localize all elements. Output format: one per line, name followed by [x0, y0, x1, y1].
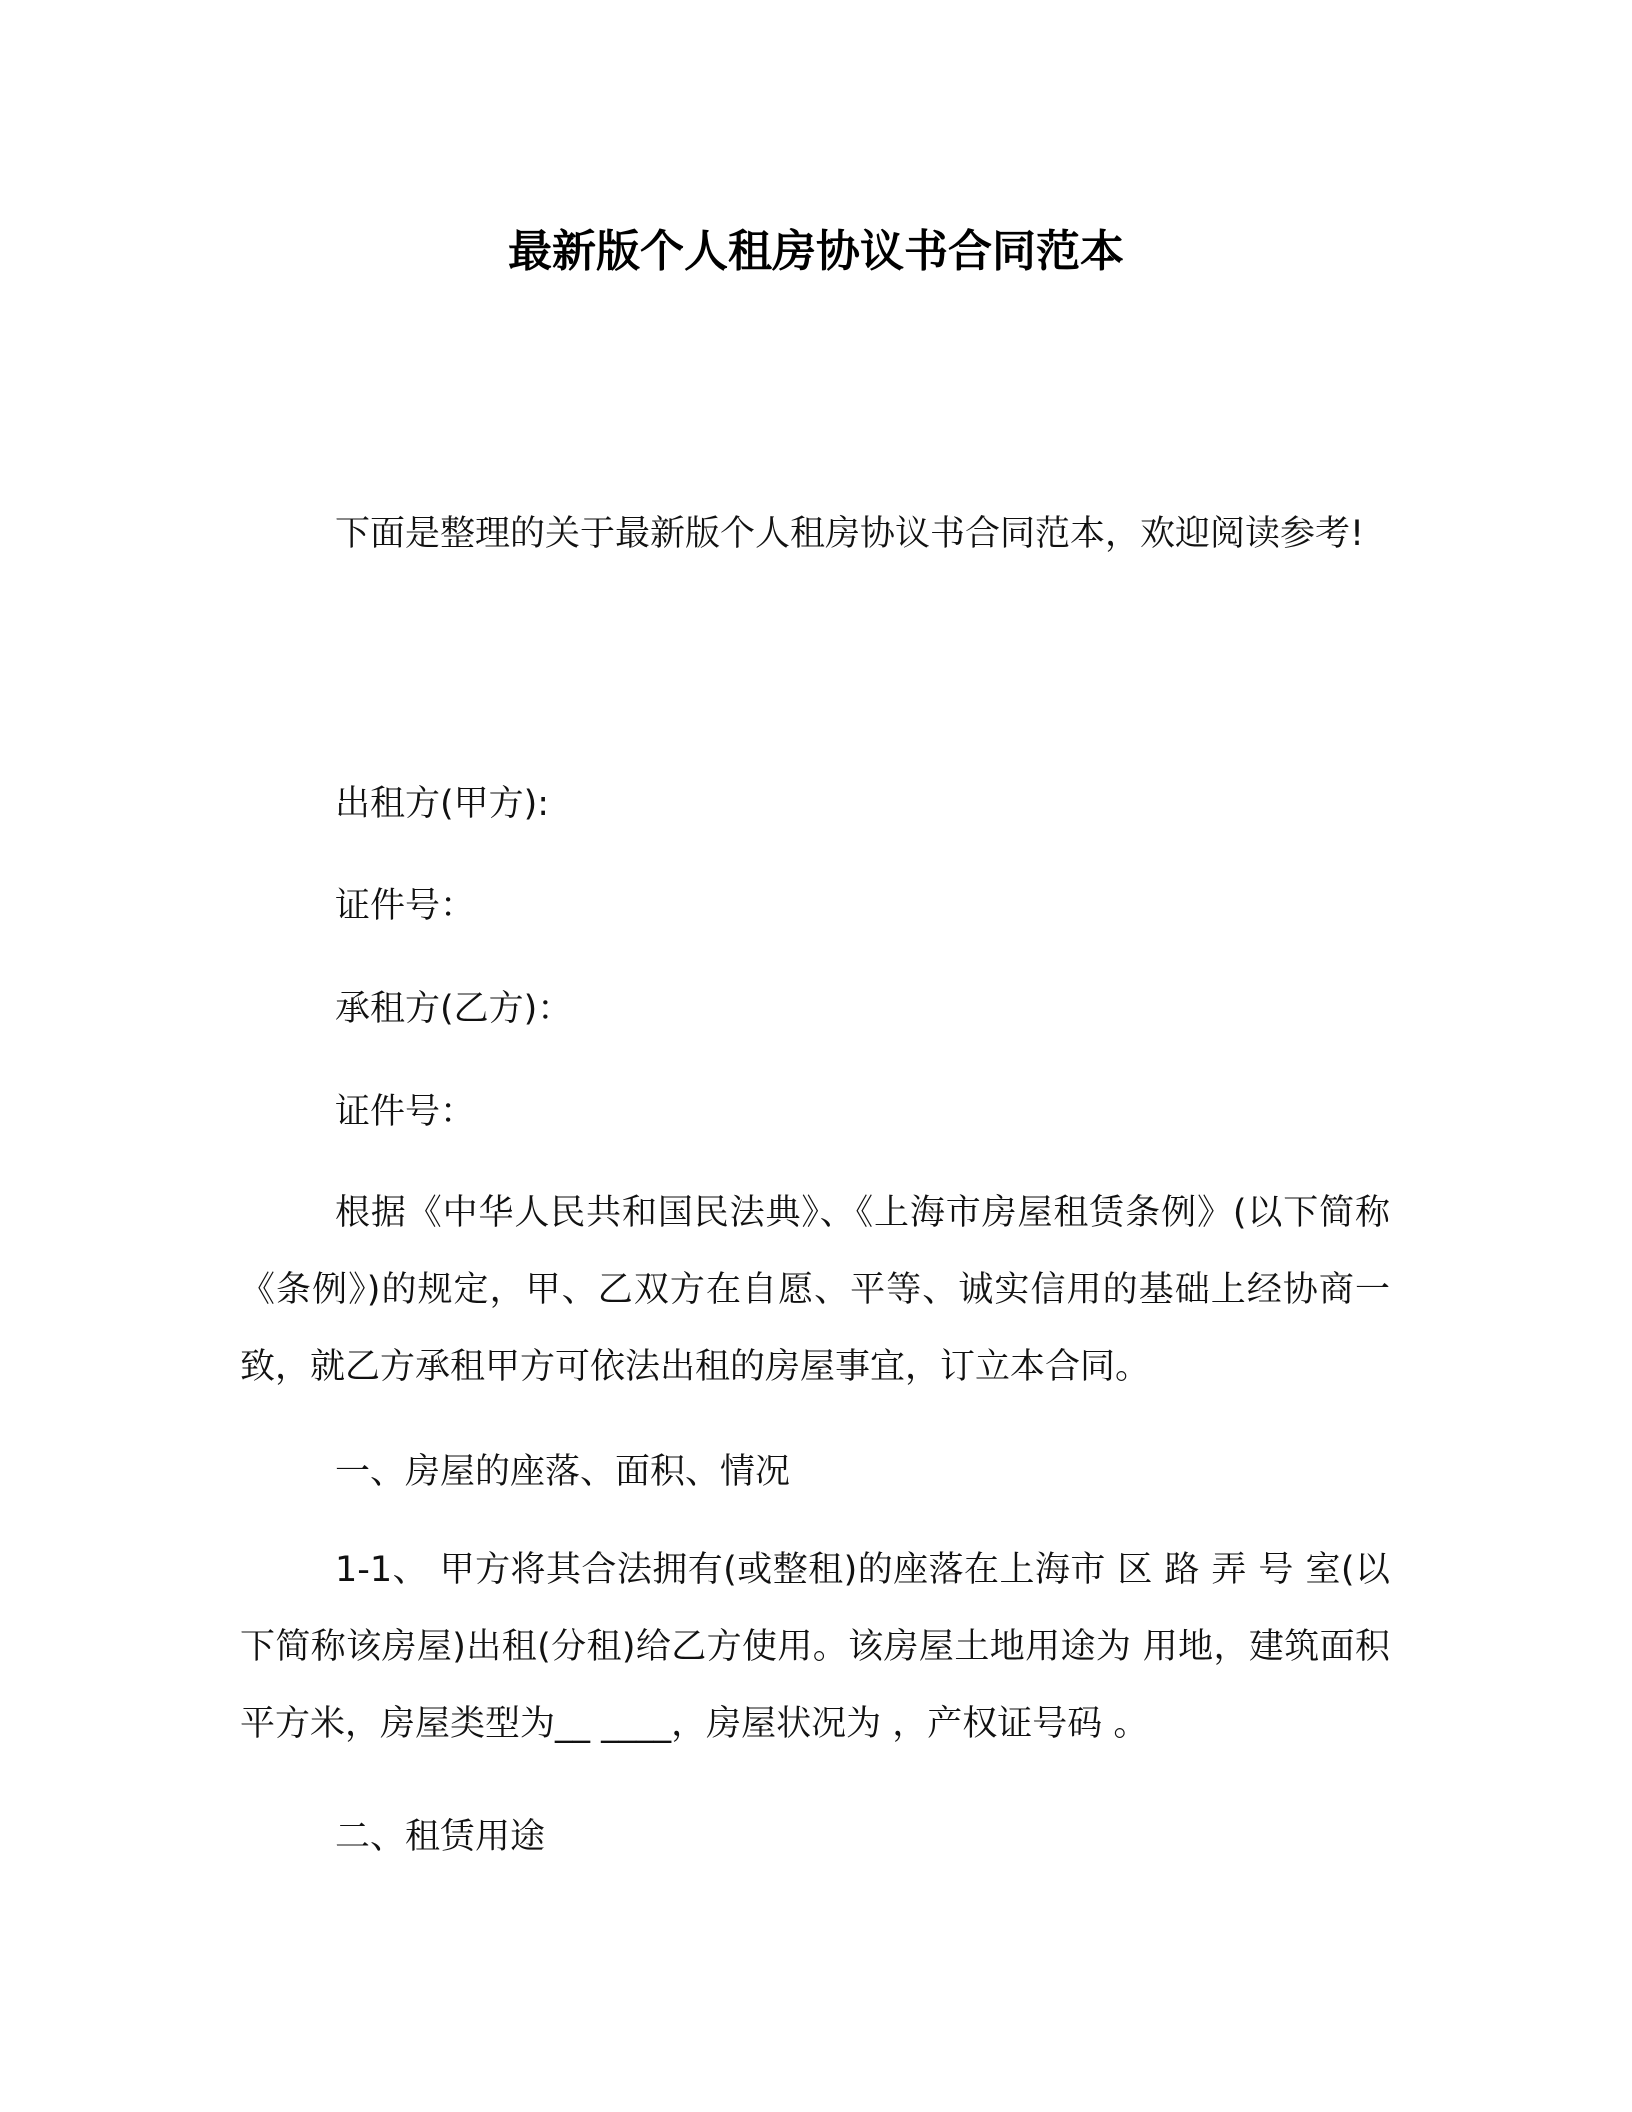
- section-2-heading: 二、租赁用途: [335, 1817, 546, 1857]
- lessee-label: 承租方(乙方)：: [335, 989, 573, 1029]
- lessor-label: 出租方(甲方):: [335, 784, 550, 824]
- basis-paragraph: 根据《中华人民共和国民法典》、《上海市房屋租赁条例》(以下简称《条例》)的规定，甲、乙双方在自愿、平等、诚实信用的基础上经协商一致，就乙方承租甲方可依法出租的房屋事宜，订立本合同。: [240, 1193, 1390, 1387]
- lessee-id-label: 证件号：: [335, 1092, 476, 1132]
- clause-1-1-paragraph: 1-1、 甲方将其合法拥有(或整租)的座落在上海市 区 路 弄 号 室(以下简称该房屋)出租(分租)给乙方使用。该房屋土地用途为 用地，建筑面积 平方米，房屋类型为__ ____，房屋状况为 ，产权证号码 。: [240, 1550, 1390, 1744]
- intro-paragraph: 下面是整理的关于最新版个人租房协议书合同范本，欢迎阅读参考!: [335, 514, 1365, 554]
- section-1-heading: 一、房屋的座落、面积、情况: [335, 1452, 791, 1492]
- lessor-id-label: 证件号：: [335, 886, 476, 926]
- document-title: 最新版个人租房协议书合同范本: [508, 226, 1124, 277]
